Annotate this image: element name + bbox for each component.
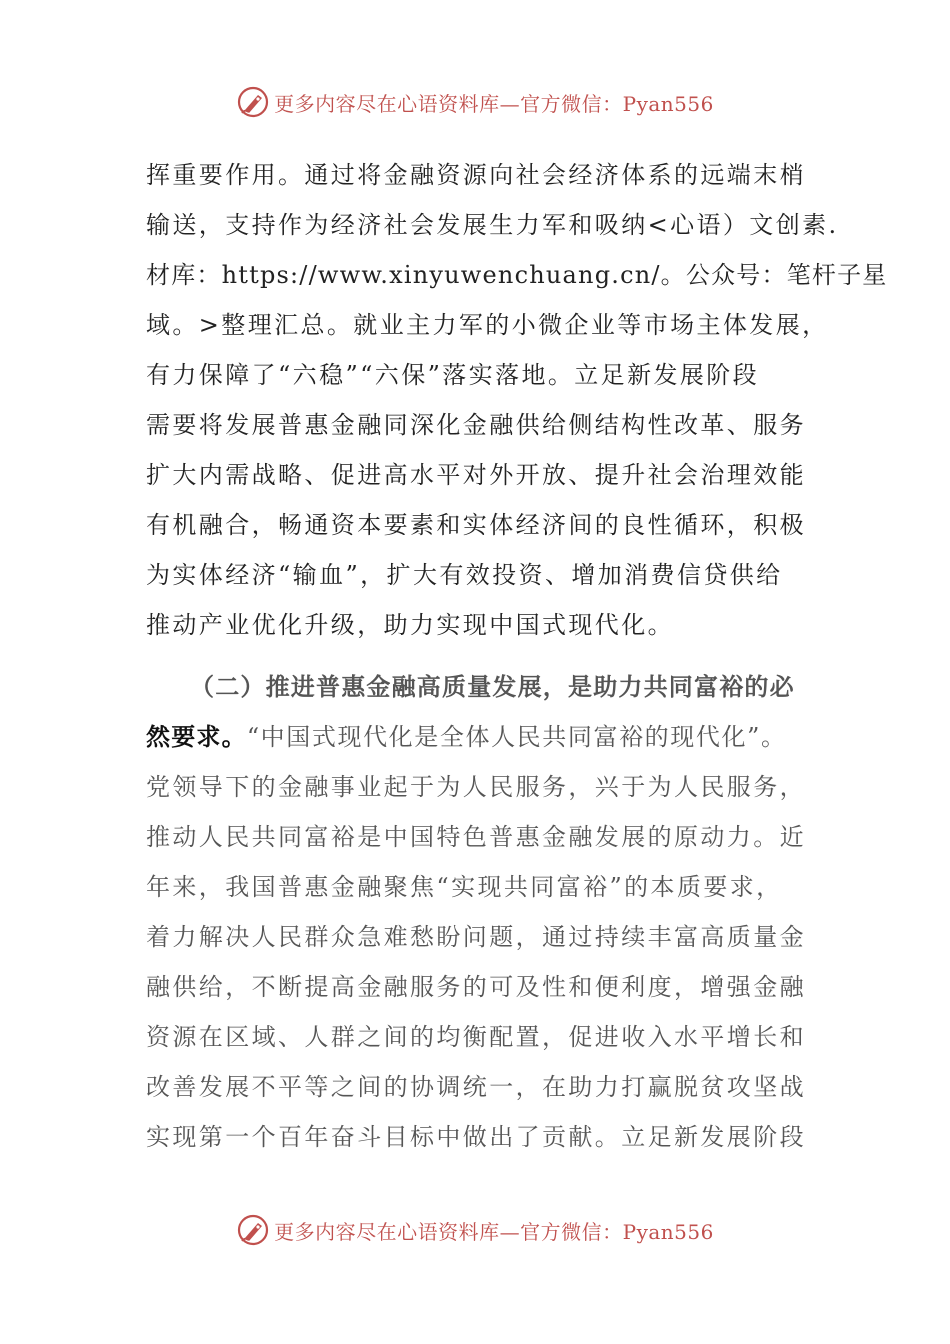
paragraph-1-line: 挥重要作用。通过将金融资源向社会经济体系的远端末梢: [146, 161, 806, 189]
header-banner: [0, 82, 950, 122]
paragraph-1-line: 有机融合，畅通资本要素和实体经济间的良性循环，积极: [146, 511, 806, 539]
section-heading-tail: 然要求。: [146, 722, 247, 751]
paragraph-2-line: 年来，我国普惠金融聚焦“实现共同富裕”的本质要求，: [146, 873, 783, 901]
paragraph-1-line: 有力保障了“六稳”“六保”落实落地。立足新发展阶段: [146, 361, 760, 389]
paragraph-2-line: 推动人民共同富裕是中国特色普惠金融发展的原动力。近: [146, 823, 806, 851]
paragraph-2-line: 资源在区域、人群之间的均衡配置，促进收入水平增长和: [146, 1023, 806, 1051]
paragraph-1-line: 材库：https://www.xinyuwenchuang.cn/。公众号：笔杆子星: [146, 261, 888, 289]
paragraph-2-first-line: [146, 712, 816, 762]
paragraph-2-line: 实现第一个百年奋斗目标中做出了贡献。立足新发展阶段: [146, 1123, 806, 1151]
pen-nib-logo-icon: [236, 85, 270, 119]
paragraph-2-line: 着力解决人民群众急难愁盼问题，通过持续丰富高质量金: [146, 923, 806, 951]
paragraph-1: [146, 150, 888, 650]
paragraph-1-line: 扩大内需战略、促进高水平对外开放、提升社会治理效能: [146, 461, 806, 489]
paragraph-1-line: 为实体经济“输血”，扩大有效投资、增加消费信贷供给: [146, 561, 783, 589]
header-banner-text: 更多内容尽在心语资料库—官方微信：Pyan556: [274, 91, 714, 116]
paragraph-2: [146, 662, 816, 1162]
paragraph-2-line: 改善发展不平等之间的协调统一，在助力打赢脱贫攻坚战: [146, 1073, 806, 1101]
paragraph-1-line: 需要将发展普惠金融同深化金融供给侧结构性改革、服务: [146, 411, 806, 439]
quote-text: “中国式现代化是全体人民共同富裕的现代化”。: [246, 723, 787, 751]
paragraph-2-line: 融供给，不断提高金融服务的可及性和便利度，增强金融: [146, 973, 806, 1001]
pen-nib-logo-icon: [236, 1213, 270, 1247]
paragraph-2-line: 党领导下的金融事业起于为人民服务，兴于为人民服务，: [146, 773, 806, 801]
paragraph-1-line: 输送，支持作为经济社会发展生力军和吸纳<心语）文创素.: [146, 211, 839, 239]
section-heading: （二）推进普惠金融高质量发展，是助力共同富裕的必: [190, 672, 795, 701]
footer-banner-text: 更多内容尽在心语资料库—官方微信：Pyan556: [274, 1219, 714, 1244]
document-body: [146, 150, 888, 1162]
footer-banner: [0, 1210, 950, 1250]
paragraph-1-line: 域。>整理汇总。就业主力军的小微企业等市场主体发展，: [146, 311, 829, 339]
paragraph-1-line: 推动产业优化升级，助力实现中国式现代化。: [146, 611, 674, 639]
